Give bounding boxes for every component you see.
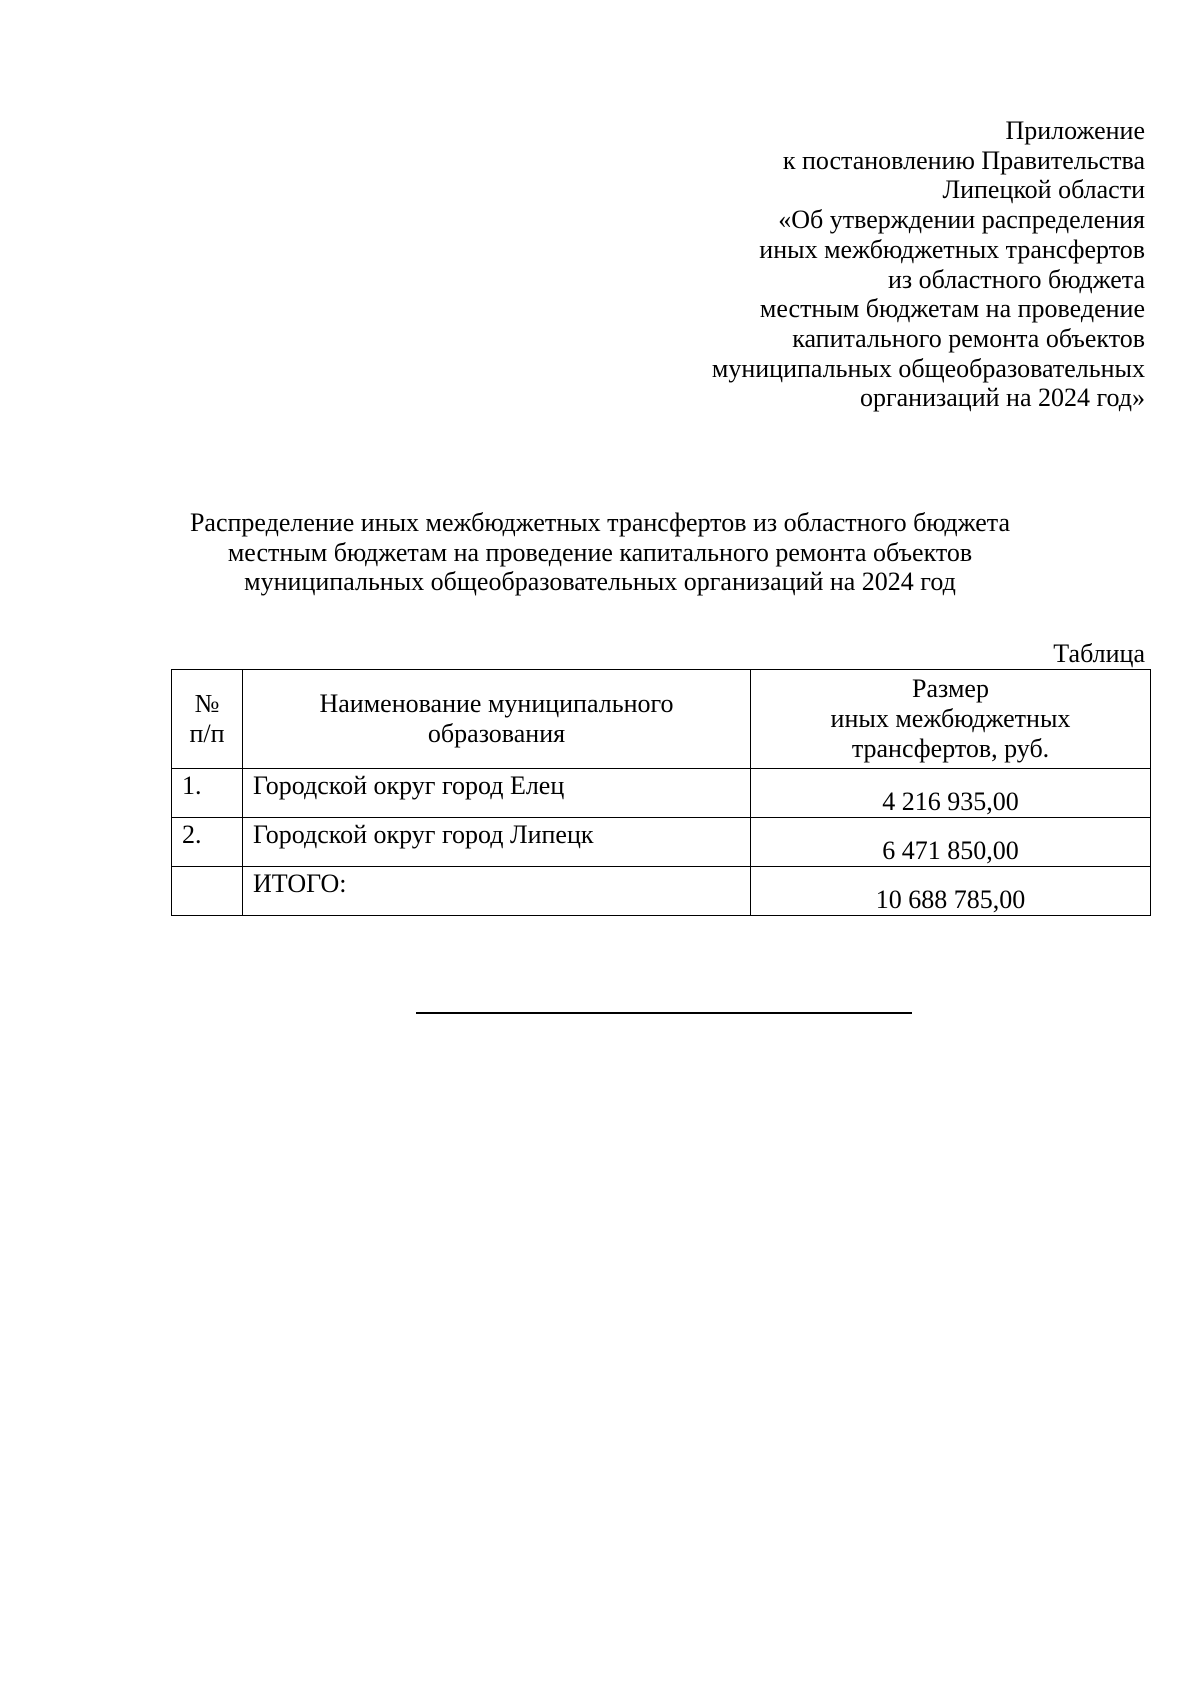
table-total-row <box>172 867 1151 916</box>
row-number: 2. <box>172 818 243 867</box>
title-line: Распределение иных межбюджетных трансфертов из областного бюджета <box>189 508 1011 537</box>
table-header-row <box>172 670 1151 769</box>
municipality-name: Городской округ город Елец <box>243 769 751 818</box>
municipality-name: Городской округ город Липецк <box>243 818 751 867</box>
header-text: Размер <box>912 674 989 703</box>
header-num <box>172 670 243 769</box>
total-label: ИТОГО: <box>243 867 751 916</box>
table-label: Таблица <box>1053 639 1145 668</box>
document-title <box>150 508 1050 597</box>
header-text: п/п <box>189 719 225 748</box>
transfer-amount: 6 471 850,00 <box>751 818 1151 867</box>
header-name <box>243 670 751 769</box>
header-text: Наименование муниципального <box>319 689 674 718</box>
total-amount: 10 688 785,00 <box>751 867 1151 916</box>
header-text: № <box>194 689 220 718</box>
transfer-amount: 4 216 935,00 <box>751 769 1151 818</box>
appendix-header <box>545 116 1145 413</box>
appendix-line: иных межбюджетных трансфертов <box>759 234 1145 264</box>
appendix-line: «Об утверждении распределения <box>778 205 1145 235</box>
appendix-line: к постановлению Правительства <box>782 145 1145 175</box>
title-line: муниципальных общеобразовательных организаций на 2024 год <box>244 567 956 596</box>
header-text: трансфертов, руб. <box>851 734 1050 763</box>
table-row <box>172 769 1151 818</box>
row-number: 1. <box>172 769 243 818</box>
row-number <box>172 867 243 916</box>
distribution-table <box>171 669 1151 916</box>
title-line: местным бюджетам на проведение капитального ремонта объектов <box>227 537 973 567</box>
header-amount <box>751 670 1151 769</box>
appendix-line: Приложение <box>1005 116 1145 145</box>
appendix-line: муниципальных общеобразовательных <box>711 353 1145 383</box>
table-row <box>172 818 1151 867</box>
appendix-line: капитального ремонта объектов <box>792 323 1145 353</box>
header-text: образования <box>427 719 566 748</box>
header-text: иных межбюджетных <box>830 704 1071 733</box>
appendix-line: из областного бюджета <box>887 264 1145 294</box>
appendix-line: Липецкой области <box>942 175 1145 205</box>
appendix-line: организаций на 2024 год» <box>859 383 1145 413</box>
appendix-line: местным бюджетам на проведение <box>759 294 1145 324</box>
closing-rule-divider <box>416 1012 912 1014</box>
